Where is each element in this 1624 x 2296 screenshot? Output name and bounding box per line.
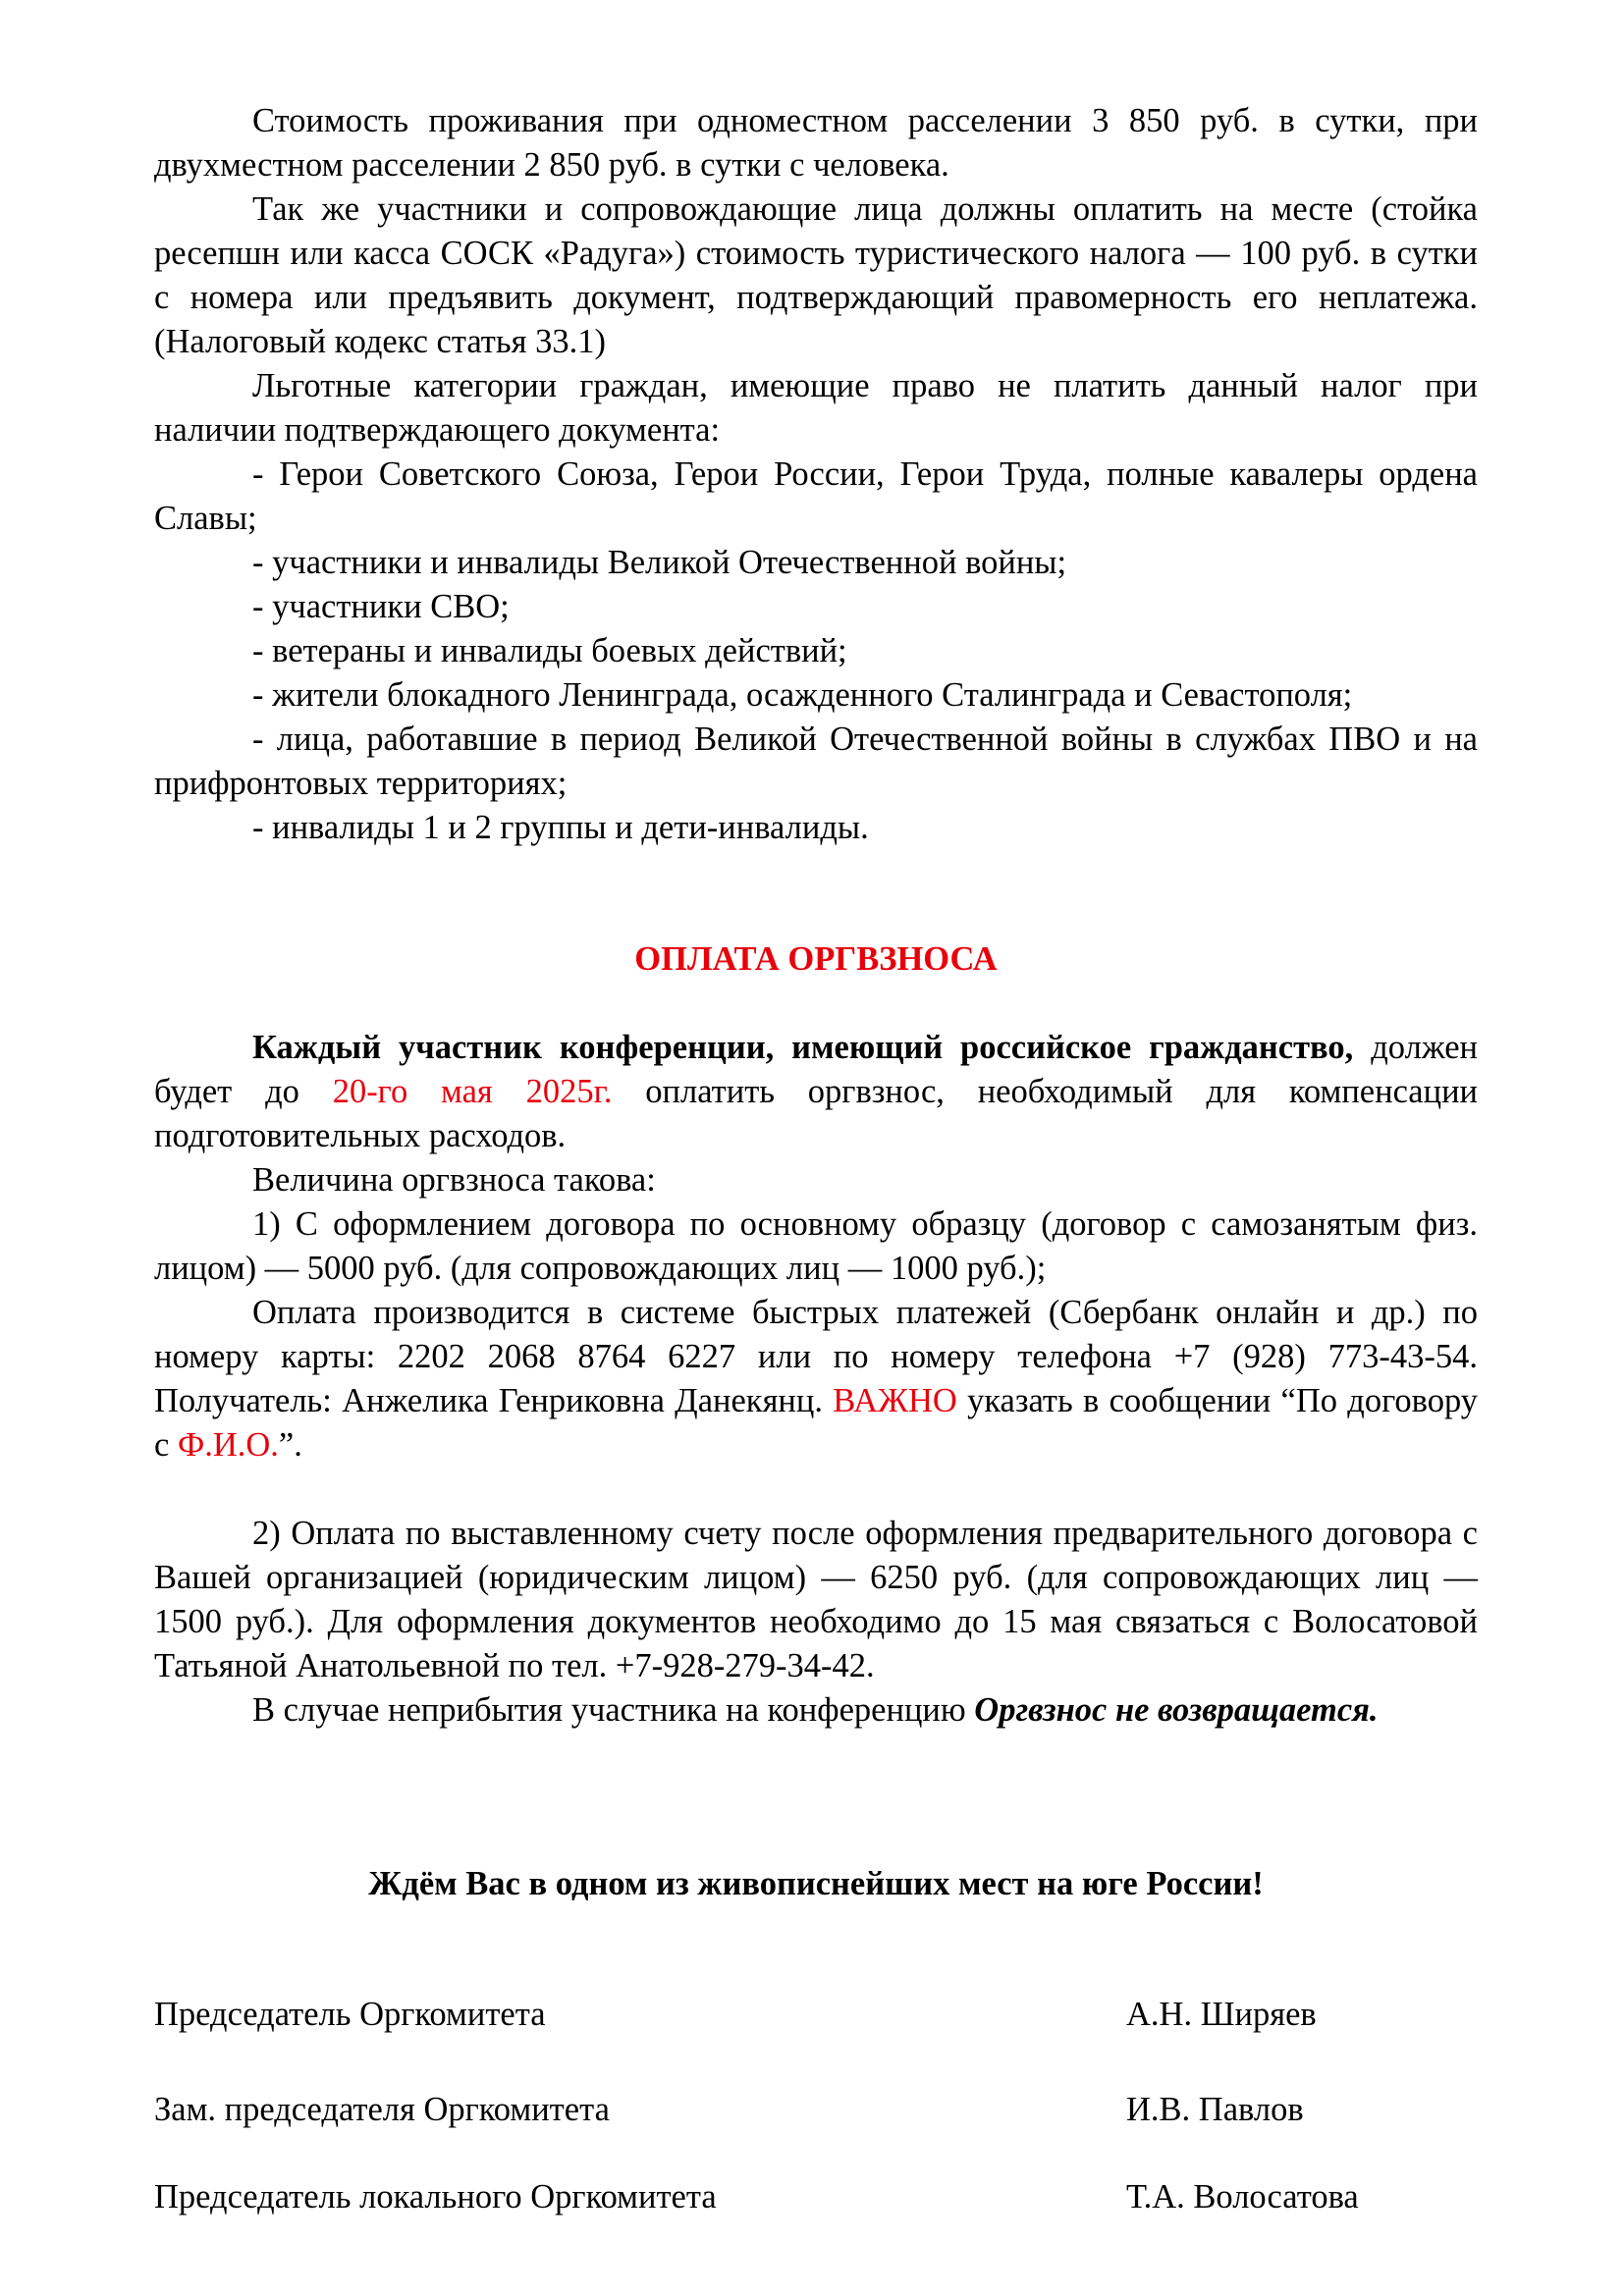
fee-intro-post: оплатить оргвзнос, необходимый для компенсации подготовительных расходов. xyxy=(154,1073,1478,1154)
signature-role: Председатель локального Оргкомитета xyxy=(154,2178,717,2216)
signature-row xyxy=(154,2175,1478,2219)
accommodation-section xyxy=(154,99,1478,850)
fee-deadline-date: 20-го мая 2025г. xyxy=(332,1073,613,1110)
signature-name: И.В. Павлов xyxy=(1126,2091,1304,2128)
signature-row xyxy=(154,2088,1478,2132)
fee-option-1: 1) С оформлением договора по основному образцу (договор с самозанятым физ. лицом) — 5000 руб. (для сопровождающих лиц — 1000 руб.); xyxy=(154,1205,1478,1287)
signature-name: Т.А. Волосатова xyxy=(1126,2178,1359,2216)
fee-intro-bold: Каждый участник конференции, имеющий российское гражданство, xyxy=(252,1029,1354,1066)
signature-role: Председатель Оргкомитета xyxy=(154,1996,546,2033)
list-item: - инвалиды 1 и 2 группы и дети-инвалиды. xyxy=(252,809,869,846)
fee-section xyxy=(154,1026,1478,1733)
exempt-categories-paragraph: Льготные категории граждан, имеющие право не платить данный налог при наличии подтверждающего документа: xyxy=(154,367,1478,449)
list-item: - жители блокадного Ленинграда, осажденного Сталинграда и Севастополя; xyxy=(252,676,1353,714)
signature-role: Зам. председателя Оргкомитета xyxy=(154,2091,610,2128)
blank-line xyxy=(154,1468,1478,1512)
fee-intro-pre: должен будет до xyxy=(154,1029,1478,1110)
fee-size-line: Величина оргвзноса такова: xyxy=(252,1161,656,1199)
list-item: - Герои Советского Союза, Герои России, Герои Труда, полные кавалеры ордена Славы; xyxy=(154,455,1478,537)
list-item: - участники и инвалиды Великой Отечественной войны; xyxy=(252,544,1067,581)
payment-fio-label: Ф.И.О. xyxy=(177,1426,279,1464)
closing-line: Ждём Вас в одном из живописнейших мест на юге России! xyxy=(368,1865,1264,1902)
payment-details-paragraph xyxy=(154,1291,1478,1468)
nonarrival-text: В случае неприбытия участника на конференцию xyxy=(252,1691,975,1729)
nonarrival-paragraph xyxy=(154,1688,1478,1733)
signature-row xyxy=(154,1993,1478,2037)
payment-important-label: ВАЖНО xyxy=(833,1382,957,1419)
fee-intro-paragraph xyxy=(154,1026,1478,1158)
nonarrival-bold: Оргвзнос не возвращается. xyxy=(974,1691,1379,1729)
fee-heading: ОПЛАТА ОРГВЗНОСА xyxy=(634,940,998,978)
signature-name: А.Н. Ширяев xyxy=(1126,1996,1317,2033)
list-item: - лица, работавшие в период Великой Отечественной войны в службах ПВО и на прифронтовых территориях; xyxy=(154,721,1478,802)
payment-message-text: указать в сообщении “По договору с xyxy=(154,1382,1478,1464)
tourist-tax-paragraph: Так же участники и сопровождающие лица должны оплатить на месте (стойка ресепшн или касса СОСК «Радуга») стоимость туристического налога — 100 руб. в сутки с номера или предъявить документ, подтверждающий правомерность его неплатежа. (Налоговый кодекс статья 33.1) xyxy=(154,190,1478,360)
accommodation-cost-paragraph: Стоимость проживания при одноместном расселении 3 850 руб. в сутки, при двухместном расселении 2 850 руб. в сутки с человека. xyxy=(154,102,1478,184)
payment-end-text: ”. xyxy=(278,1426,302,1464)
payment-details-text: Оплата производится в системе быстрых платежей (Сбербанк онлайн и др.) по номеру карты: 2202 2068 8764 6227 или по номеру телефона +7 (928) 773-43-54. Получатель: Анжелика Генриковна Данекянц. xyxy=(154,1294,1478,1419)
fee-option-2: 2) Оплата по выставленному счету после оформления предварительного договора с Вашей организацией (юридическим лицом) — 6250 руб. (для сопровождающих лиц — 1500 руб.). Для оформления документов необходимо до 15 мая связаться с Волосатовой Татьяной Анатольевной по тел. +7-928-279-34-42. xyxy=(154,1515,1478,1684)
list-item: - участники СВО; xyxy=(252,588,510,625)
list-item: - ветераны и инвалиды боевых действий; xyxy=(252,632,847,669)
